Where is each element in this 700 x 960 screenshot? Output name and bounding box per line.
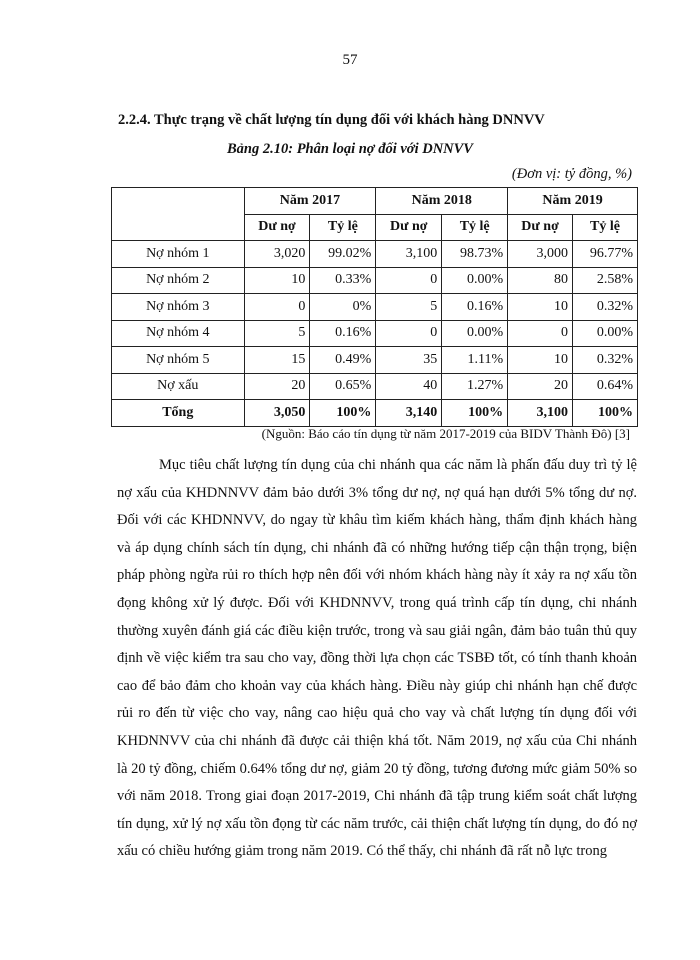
table-row bbox=[112, 320, 638, 347]
header-year-2017: Năm 2017 bbox=[244, 188, 376, 215]
ratio-cell: 99.02% bbox=[310, 241, 376, 268]
body-text bbox=[117, 452, 637, 866]
ratio-cell: 0.16% bbox=[442, 294, 508, 321]
ratio-cell: 0% bbox=[310, 294, 376, 321]
table-row bbox=[112, 241, 638, 268]
row-label: Nợ nhóm 5 bbox=[112, 347, 245, 374]
subheader-balance: Dư nợ bbox=[508, 214, 573, 241]
subheader-balance: Dư nợ bbox=[376, 214, 442, 241]
ratio-cell: 2.58% bbox=[573, 267, 638, 294]
balance-cell: 0 bbox=[376, 320, 442, 347]
total-cell: 3,140 bbox=[376, 400, 442, 427]
page-number: 57 bbox=[342, 52, 358, 68]
balance-cell: 40 bbox=[376, 373, 442, 400]
table-row bbox=[112, 267, 638, 294]
total-cell: 100% bbox=[442, 400, 508, 427]
balance-cell: 0 bbox=[508, 320, 573, 347]
total-cell: 100% bbox=[310, 400, 376, 427]
ratio-cell: 0.32% bbox=[573, 294, 638, 321]
ratio-cell: 0.32% bbox=[573, 347, 638, 374]
header-year-2019: Năm 2019 bbox=[508, 188, 638, 215]
balance-cell: 3,020 bbox=[244, 241, 310, 268]
balance-cell: 20 bbox=[508, 373, 573, 400]
balance-cell: 5 bbox=[244, 320, 310, 347]
row-label: Nợ nhóm 1 bbox=[112, 241, 245, 268]
body-paragraph: Mục tiêu chất lượng tín dụng của chi nhánh qua các năm là phấn đấu duy trì tỷ lệ nợ xấu của KHDNNVV đảm bảo dưới 3% tổng dư nợ, nợ quá hạn dưới 5% tổng dư nợ. Đối với các KHDNNVV, do ngay từ khâu tìm kiếm khách hàng, thẩm định khách hàng và áp dụng chính sách tín dụng, chi nhánh đã có những hướng tiếp cận thận trọng, biện pháp phòng ngừa rủi ro thích hợp nên đối với nhóm khách hàng này ít xảy ra nợ xấu tồn đọng không xử lý được. Đối với KHDNNVV, trong quá trình cấp tín dụng, chi nhánh thường xuyên đánh giá các điều kiện trước, trong và sau giải ngân, đảm bảo tuân thủ quy định về việc kiểm tra sau cho vay, đồng thời lựa chọn các TSBĐ tốt, có tính thanh khoản cao để bảo đảm cho khoản vay của khách hàng. Điều này giúp chi nhánh hạn chế được rủi ro đến từ việc cho vay, nâng cao hiệu quả cho vay và chất lượng tín dụng đối với KHDNNVV của chi nhánh đã được cải thiện khá tốt. Năm 2019, nợ xấu của Chi nhánh là 20 tỷ đồng, chiếm 0.64% tổng dư nợ, giảm 20 tỷ đồng, tương đương mức giảm 50% so với năm 2018. Trong giai đoạn 2017-2019, Chi nhánh đã tập trung kiểm soát chất lượng tín dụng, xử lý nợ xấu tồn đọng từ các năm trước, cải thiện chất lượng tín dụng, do đó nợ xấu có chiều hướng giảm trong năm 2019. Có thể thấy, chi nhánh đã rất nỗ lực trong bbox=[117, 457, 637, 860]
row-label: Nợ nhóm 4 bbox=[112, 320, 245, 347]
header-empty-cell bbox=[112, 188, 245, 241]
ratio-cell: 96.77% bbox=[573, 241, 638, 268]
row-label: Nợ xấu bbox=[112, 373, 245, 400]
balance-cell: 20 bbox=[244, 373, 310, 400]
row-label: Nợ nhóm 2 bbox=[112, 267, 245, 294]
ratio-cell: 98.73% bbox=[442, 241, 508, 268]
debt-classification-table bbox=[111, 187, 638, 427]
ratio-cell: 0.00% bbox=[442, 320, 508, 347]
total-cell: 3,100 bbox=[508, 400, 573, 427]
table-header-years bbox=[112, 188, 638, 215]
table-caption: Bảng 2.10: Phân loại nợ đối với DNNVV bbox=[227, 141, 473, 157]
balance-cell: 0 bbox=[244, 294, 310, 321]
table-row bbox=[112, 373, 638, 400]
subheader-ratio: Tỷ lệ bbox=[310, 214, 376, 241]
balance-cell: 15 bbox=[244, 347, 310, 374]
subheader-ratio: Tỷ lệ bbox=[442, 214, 508, 241]
balance-cell: 10 bbox=[508, 347, 573, 374]
table-row bbox=[112, 347, 638, 374]
subheader-ratio: Tỷ lệ bbox=[573, 214, 638, 241]
ratio-cell: 0.00% bbox=[442, 267, 508, 294]
header-year-2018: Năm 2018 bbox=[376, 188, 508, 215]
balance-cell: 35 bbox=[376, 347, 442, 374]
total-cell: 100% bbox=[573, 400, 638, 427]
table-body bbox=[112, 241, 638, 400]
ratio-cell: 0.65% bbox=[310, 373, 376, 400]
total-cell: 3,050 bbox=[244, 400, 310, 427]
source-note: (Nguồn: Báo cáo tín dụng từ năm 2017-2019 của BIDV Thành Đô) [3] bbox=[261, 426, 630, 441]
balance-cell: 3,000 bbox=[508, 241, 573, 268]
balance-cell: 5 bbox=[376, 294, 442, 321]
subheader-balance: Dư nợ bbox=[244, 214, 310, 241]
row-label: Nợ nhóm 3 bbox=[112, 294, 245, 321]
table-row bbox=[112, 294, 638, 321]
ratio-cell: 1.11% bbox=[442, 347, 508, 374]
balance-cell: 80 bbox=[508, 267, 573, 294]
total-label: Tổng bbox=[112, 400, 245, 427]
unit-note: (Đơn vị: tỷ đồng, %) bbox=[511, 166, 632, 182]
balance-cell: 3,100 bbox=[376, 241, 442, 268]
ratio-cell: 0.49% bbox=[310, 347, 376, 374]
ratio-cell: 1.27% bbox=[442, 373, 508, 400]
balance-cell: 10 bbox=[508, 294, 573, 321]
ratio-cell: 0.16% bbox=[310, 320, 376, 347]
balance-cell: 0 bbox=[376, 267, 442, 294]
balance-cell: 10 bbox=[244, 267, 310, 294]
table-total-row bbox=[112, 400, 638, 427]
ratio-cell: 0.00% bbox=[573, 320, 638, 347]
section-heading: 2.2.4. Thực trạng về chất lượng tín dụng đối với khách hàng DNNVV bbox=[118, 112, 545, 128]
ratio-cell: 0.33% bbox=[310, 267, 376, 294]
ratio-cell: 0.64% bbox=[573, 373, 638, 400]
